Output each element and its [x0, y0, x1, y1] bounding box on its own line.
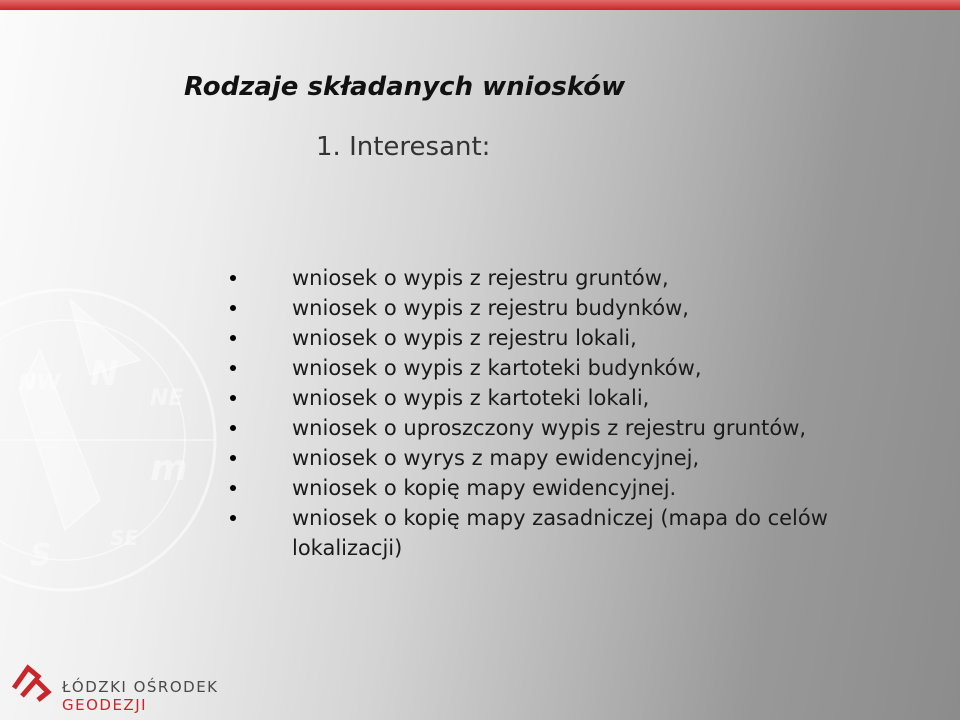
bullet-icon [230, 485, 236, 491]
bullet-icon [230, 455, 236, 461]
bullet-icon [230, 365, 236, 371]
compass-label-s: S [30, 538, 52, 573]
list-item [230, 353, 930, 383]
bullet-icon [230, 515, 236, 521]
list-item [230, 443, 930, 473]
logo-text-line2: GEODEZJI [62, 696, 148, 714]
list-item-text: wniosek o wypis z kartoteki lokali, [292, 386, 650, 410]
list-item-text: wniosek o kopię mapy zasadniczej (mapa do celów lokalizacji) [292, 506, 828, 560]
list-item [230, 503, 930, 563]
list-item-text: wniosek o wypis z rejestru gruntów, [292, 266, 669, 290]
bullet-icon [230, 305, 236, 311]
section-heading: 1. Interesant: [316, 132, 491, 162]
compass-label-n: N [90, 354, 119, 394]
institution-logo [8, 656, 338, 720]
bullet-icon [230, 395, 236, 401]
list-item-text: wniosek o uproszczony wypis z rejestru gruntów, [292, 416, 807, 440]
list-item [230, 323, 930, 353]
list-item [230, 383, 930, 413]
slide-title: Rodzaje składanych wniosków [184, 72, 626, 102]
list-item-text: wniosek o wypis z rejestru lokali, [292, 326, 637, 350]
list-item [230, 473, 930, 503]
list-item [230, 293, 930, 323]
list-item-text: wniosek o wypis z kartoteki budynków, [292, 356, 702, 380]
bullet-icon [230, 335, 236, 341]
compass-label-m: m [150, 448, 188, 489]
compass-label-ne: NE [150, 386, 184, 411]
top-accent-stripe [0, 0, 960, 10]
compass-label-se: SE [110, 526, 139, 550]
bullet-icon [230, 425, 236, 431]
list-item [230, 263, 930, 293]
list-item-text: wniosek o wyrys z mapy ewidencyjnej, [292, 446, 700, 470]
logo-text-line1: ŁÓDZKI OŚRODEK [62, 678, 219, 696]
compass-label-nw: NW [18, 371, 61, 396]
logo-mark-icon [8, 658, 54, 704]
bullet-icon [230, 275, 236, 281]
list-item-text: wniosek o kopię mapy ewidencyjnej. [292, 476, 677, 500]
list-item [230, 413, 930, 443]
application-list [230, 263, 930, 563]
list-item-text: wniosek o wypis z rejestru budynków, [292, 296, 689, 320]
